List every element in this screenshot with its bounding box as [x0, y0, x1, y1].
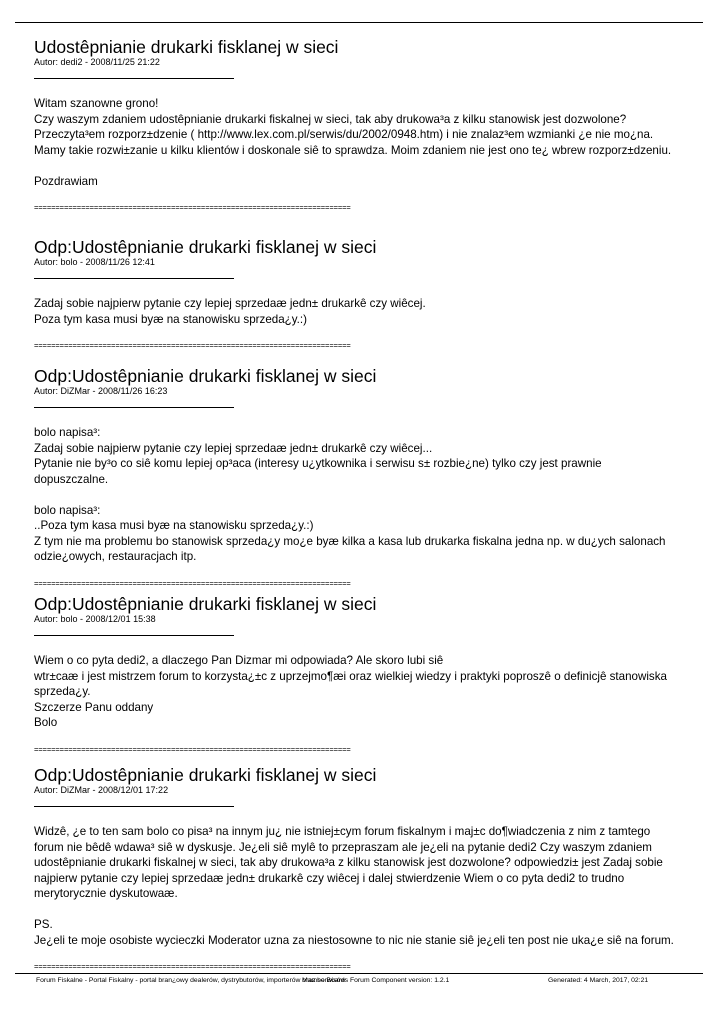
post-title: Odp:Udostêpnianie drukarki fisklanej w sieci	[34, 366, 377, 386]
forum-post	[34, 765, 674, 972]
meta-divider	[34, 806, 234, 807]
footer-rule	[15, 973, 703, 974]
paragraph-gap	[34, 158, 674, 174]
post-separator: ==========================================================================	[34, 962, 351, 971]
post-paragraph: Szczerze Panu oddany	[34, 700, 154, 714]
meta-divider	[34, 78, 234, 79]
post-paragraph: Z tym nie ma problemu bo stanowisk sprzeda¿y mo¿e byæ kilka a kasa lub drukarka fiskalna jedna np. w du¿ych salonach odzie¿owych, restauracjach itp.	[34, 534, 666, 563]
footer-generated-date: Generated: 4 March, 2017, 02:21	[548, 977, 649, 984]
post-author: Autor: DiZMar - 2008/11/26 16:23	[34, 386, 168, 396]
post-body	[34, 425, 674, 565]
post-paragraph: Bolo	[34, 716, 58, 729]
post-paragraph: PS.	[34, 918, 53, 931]
post-body	[34, 653, 674, 731]
post-paragraph: Witam szanowne grono!	[34, 97, 159, 110]
post-separator: ==========================================================================	[34, 744, 351, 754]
forum-post	[34, 366, 674, 589]
footer-component-version: Mambo Boards Forum Component version: 1.2.1	[302, 977, 450, 984]
post-title: Odp:Udostêpnianie drukarki fisklanej w sieci	[34, 765, 377, 785]
meta-divider	[34, 407, 234, 408]
top-rule	[15, 22, 703, 23]
paragraph-gap	[34, 902, 674, 918]
post-paragraph: Wiem o co pyta dedi2, a dlaczego Pan Dizmar mi odpowiada? Ale skoro lubi siê	[34, 654, 444, 667]
post-paragraph: bolo napisa³:	[34, 426, 101, 439]
post-paragraph: Poza tym kasa musi byæ na stanowisku sprzeda¿y.:)	[34, 312, 307, 326]
post-author: Autor: DiZMar - 2008/12/01 17:22	[34, 785, 169, 795]
post-author: Autor: dedi2 - 2008/11/25 21:22	[34, 57, 160, 67]
post-paragraph: Zadaj sobie najpierw pytanie czy lepiej sprzedaæ jedn± drukarkê czy wiêcej.	[34, 297, 426, 310]
post-separator: ==========================================================================	[34, 341, 351, 350]
post-body	[34, 96, 674, 189]
post-author: Autor: bolo - 2008/12/01 15:38	[34, 614, 156, 624]
post-title: Odp:Udostêpnianie drukarki fisklanej w sieci	[34, 237, 377, 257]
footer-site-name: Forum Fiskalne - Portal Fiskalny - portal bran¿owy dealerów, dystrybutorów, importerów oraz serwisów	[36, 977, 346, 984]
post-body	[34, 824, 674, 948]
forum-post	[34, 37, 674, 213]
post-separator: ==========================================================================	[34, 578, 351, 588]
post-paragraph: wtr±caæ i jest mistrzem forum to korzysta¿±c z uprzejmo¶æi oraz wielkiej wiedzy i praktyki poproszê o definicjê stanowiska sprzeda¿y.	[34, 669, 667, 698]
post-paragraph: Czy waszym zdaniem udostêpnianie drukarki fiskalnej w sieci, tak aby drukowa³a z kilku stanowisk jest dozwolone? Przeczyta³em rozporz±dzenie ( http://www.lex.com.pl/serwis/du/2002/0948.htm) i nie znalaz³em wzmianki ¿e nie mo¿na. Mamy takie rozwi±zanie u kilku klientów i doskonale siê to sprawdza. Moim zdaniem nie jest ono te¿ wbrew rozporz±dzeniu.	[34, 112, 672, 157]
paragraph-gap	[34, 487, 674, 503]
forum-post	[34, 237, 674, 351]
post-paragraph: Widzê, ¿e to ten sam bolo co pisa³ na innym ju¿ nie istniej±cym forum fiskalnym i maj±c do¶wiadczenia z nim z tamtego forum nie bêdê wdawa³ siê w dyskusje. Je¿eli siê mylê to przepraszam ale je¿eli na pytanie dedi2 Czy waszym zdaniem udostêpnianie drukarki fiskalnej w sieci, tak aby drukowa³a z kilku stanowisk jest dozwolone? odpowiedzi± jest Zadaj sobie najpierw pytanie czy lepiej sprzedaæ jedn± drukarkê czy wiêcej i dalej stwierdzenie Wiem o co pyta dedi2 to trudno merytorycznie dyskutowaæ.	[34, 825, 663, 900]
post-paragraph: Je¿eli te moje osobiste wycieczki Moderator uzna za niestosowne to nic nie stanie siê je¿eli ten post nie uka¿e siê na forum.	[34, 933, 674, 947]
post-body	[34, 296, 674, 327]
post-title: Udostêpnianie drukarki fisklanej w sieci	[34, 37, 339, 57]
post-title: Odp:Udostêpnianie drukarki fisklanej w sieci	[34, 594, 377, 614]
meta-divider	[34, 635, 234, 636]
post-paragraph: Pozdrawiam	[34, 174, 98, 188]
post-author: Autor: bolo - 2008/11/26 12:41	[34, 257, 155, 267]
forum-post	[34, 594, 674, 755]
post-paragraph: ..Poza tym kasa musi byæ na stanowisku sprzeda¿y.:)	[34, 519, 314, 532]
post-paragraph: Zadaj sobie najpierw pytanie czy lepiej sprzedaæ jedn± drukarkê czy wiêcej...	[34, 441, 433, 455]
meta-divider	[34, 278, 234, 279]
post-paragraph: Pytanie nie by³o co siê komu lepiej op³aca (interesy u¿ytkownika i serwisu s± rozbie¿ne) tylko czy jest prawnie dopuszczalne.	[34, 457, 602, 486]
post-separator: ==========================================================================	[34, 203, 351, 212]
post-paragraph: bolo napisa³:	[34, 503, 101, 517]
